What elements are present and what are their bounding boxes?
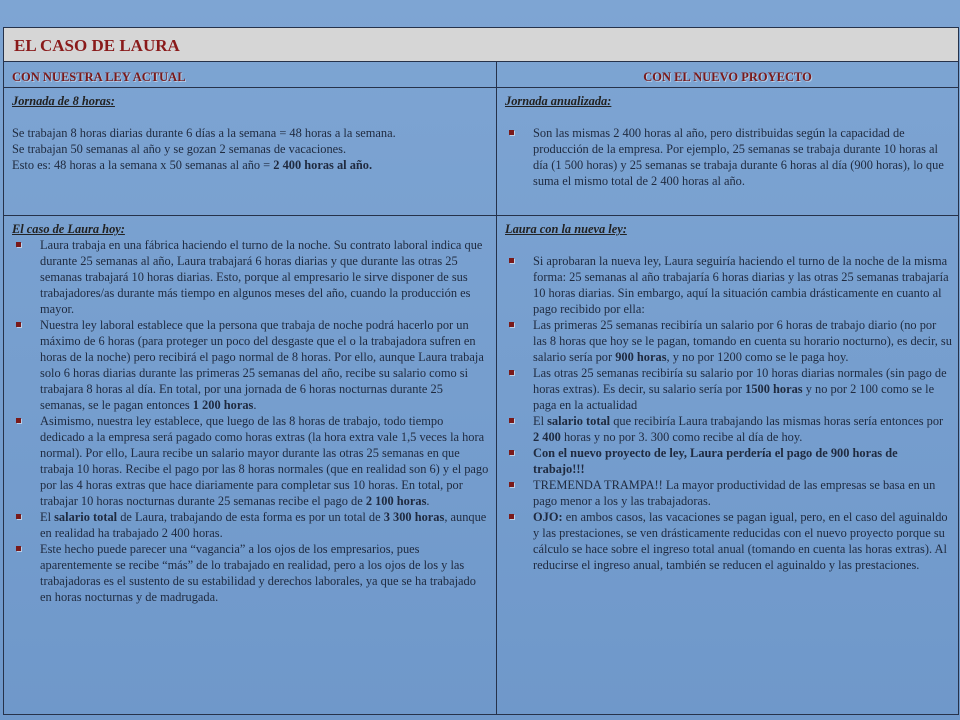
square-bullet-icon bbox=[16, 242, 21, 247]
paragraph: Se trabajan 8 horas diarias durante 6 días a la semana = 48 horas a la semana. bbox=[12, 126, 396, 140]
cell-laura-today bbox=[4, 216, 497, 715]
list-item: Son las mismas 2 400 horas al año, pero distribuidas según la capacidad de producción de la empresa. Por ejemplo, 25 semanas se trabaja durante 10 horas al día (1 500 horas) y 25 semanas se trabaja durante 6 horas al día (900 horas), lo que suma el mismo total de 2 400 horas al año. bbox=[505, 125, 952, 189]
list-item: Las primeras 25 semanas recibiría un salario por 6 horas de trabajo diario (no por las 8 horas que hoy se le pagan, tomando en cuenta su horario nocturno), es decir, su salario sería por 900 horas, y no por 1200 como se le paga hoy. bbox=[505, 317, 952, 365]
square-bullet-icon bbox=[509, 482, 514, 487]
list-item: Con el nuevo proyecto de ley, Laura perdería el pago de 900 horas de trabajo!!! bbox=[505, 445, 952, 477]
comparison-table bbox=[3, 27, 959, 715]
column-header-new-project: CON EL NUEVO PROYECTO bbox=[497, 62, 959, 88]
square-bullet-icon bbox=[509, 450, 514, 455]
paragraph: Esto es: 48 horas a la semana x 50 semanas al año = 2 400 horas al año. bbox=[12, 158, 373, 172]
bullet-list bbox=[505, 253, 952, 573]
list-item: TREMENDA TRAMPA!! La mayor productividad de las empresas se basa en un pago menor a los y las trabajadoras. bbox=[505, 477, 952, 509]
list-item: Este hecho puede parecer una “vagancia” a los ojos de los empresarios, pues aparentemente se recibe “más” de lo trabajado en realidad, pero a los ojos de los y las trabajadoras es el sustento de su estabilidad y derechos laborales, ya que se ha trabajado en horas nocturnas y de madrugada. bbox=[12, 541, 490, 605]
cell-heading: Jornada de 8 horas: bbox=[12, 94, 115, 108]
square-bullet-icon bbox=[509, 130, 514, 135]
square-bullet-icon bbox=[509, 322, 514, 327]
square-bullet-icon bbox=[16, 546, 21, 551]
square-bullet-icon bbox=[509, 514, 514, 519]
cell-heading: Jornada anualizada: bbox=[505, 94, 612, 108]
square-bullet-icon bbox=[509, 370, 514, 375]
list-item: Las otras 25 semanas recibiría su salario por 10 horas diarias normales (sin pago de horas extras). Es decir, su salario sería por 1500 horas y no por 2 100 como se le paga en la actualidad bbox=[505, 365, 952, 413]
list-item: Si aprobaran la nueva ley, Laura seguiría haciendo el turno de la noche de la misma forma: 25 semanas al año trabajaría 6 horas diarias y las otras 25 semanas trabajaría 10 horas diarias. Sin embargo, aquí la situación cambia drásticamente en cuanto al pago recibido por ella: bbox=[505, 253, 952, 317]
bullet-list bbox=[505, 125, 952, 189]
list-item: El salario total de Laura, trabajando de esta forma es por un total de 3 300 horas, aunque en realidad ha trabajado 2 400 horas. bbox=[12, 509, 490, 541]
cell-current-workday bbox=[4, 88, 497, 216]
list-item: El salario total que recibiría Laura trabajando las mismas horas sería entonces por 2 400 horas y no por 3. 300 como recibe al día de hoy. bbox=[505, 413, 952, 445]
square-bullet-icon bbox=[16, 322, 21, 327]
square-bullet-icon bbox=[16, 514, 21, 519]
table-title: EL CASO DE LAURA bbox=[4, 28, 959, 62]
list-item: Asimismo, nuestra ley establece, que luego de las 8 horas de trabajo, todo tiempo dedicado a la empresa será pagado como horas extras (la hora extra vale 1,5 veces la hora normal). Por ello, Laura recibe un salario mayor durante las otras 25 semanas en que trabaja 10 horas. Recibe el pago por las 8 horas normales (que en realidad son 6) y el pago por las 4 horas extras que hace diariamente para completar sus 10 horas. En total, por trabajar 10 horas nocturnas durante 25 semanas recibe el pago de 2 100 horas. bbox=[12, 413, 490, 509]
column-header-current-law: CON NUESTRA LEY ACTUAL bbox=[4, 62, 497, 88]
paragraph: Se trabajan 50 semanas al año y se gozan 2 semanas de vacaciones. bbox=[12, 142, 347, 156]
square-bullet-icon bbox=[509, 258, 514, 263]
list-item: OJO: en ambos casos, las vacaciones se pagan igual, pero, en el caso del aguinaldo y las prestaciones, se ven drásticamente reducidas con el nuevo proyecto porque su cálculo se hace sobre el ingreso total anual (tomando en cuenta las horas extras). Al reducirse el ingreso anual, también se reducen el aguinaldo y las prestaciones. bbox=[505, 509, 952, 573]
list-item: Nuestra ley laboral establece que la persona que trabaja de noche podrá hacerlo por un máximo de 6 horas (para proteger un poco del desgaste que el o la trabajadora sufren en horas de la noche) pero recibirá el pago normal de 8 horas. Por ello, aunque Laura trabaja solo 6 horas diarias durante las primeras 25 semanas del año, recibe su salario como si trabajara 8 horas al día. En total, por una jornada de 6 horas nocturnas durante 25 semanas, se le pagan entonces 1 200 horas. bbox=[12, 317, 490, 413]
list-item: Laura trabaja en una fábrica haciendo el turno de la noche. Su contrato laboral indica que durante 25 semanas al año, Laura trabajará 6 horas diarias y que durante las otras 25 semanas trabajará 10 horas diarias. Esto, porque al empresario le sirve disponer de sus trabajadores/as durante más tiempo en algunos meses del año, cuando la producción es mayor. bbox=[12, 237, 490, 317]
cell-annualized-workday bbox=[497, 88, 959, 216]
cell-heading: El caso de Laura hoy: bbox=[12, 222, 125, 236]
cell-laura-new-law bbox=[497, 216, 959, 715]
square-bullet-icon bbox=[16, 418, 21, 423]
cell-heading: Laura con la nueva ley: bbox=[505, 222, 627, 236]
bullet-list bbox=[12, 237, 490, 605]
square-bullet-icon bbox=[509, 418, 514, 423]
